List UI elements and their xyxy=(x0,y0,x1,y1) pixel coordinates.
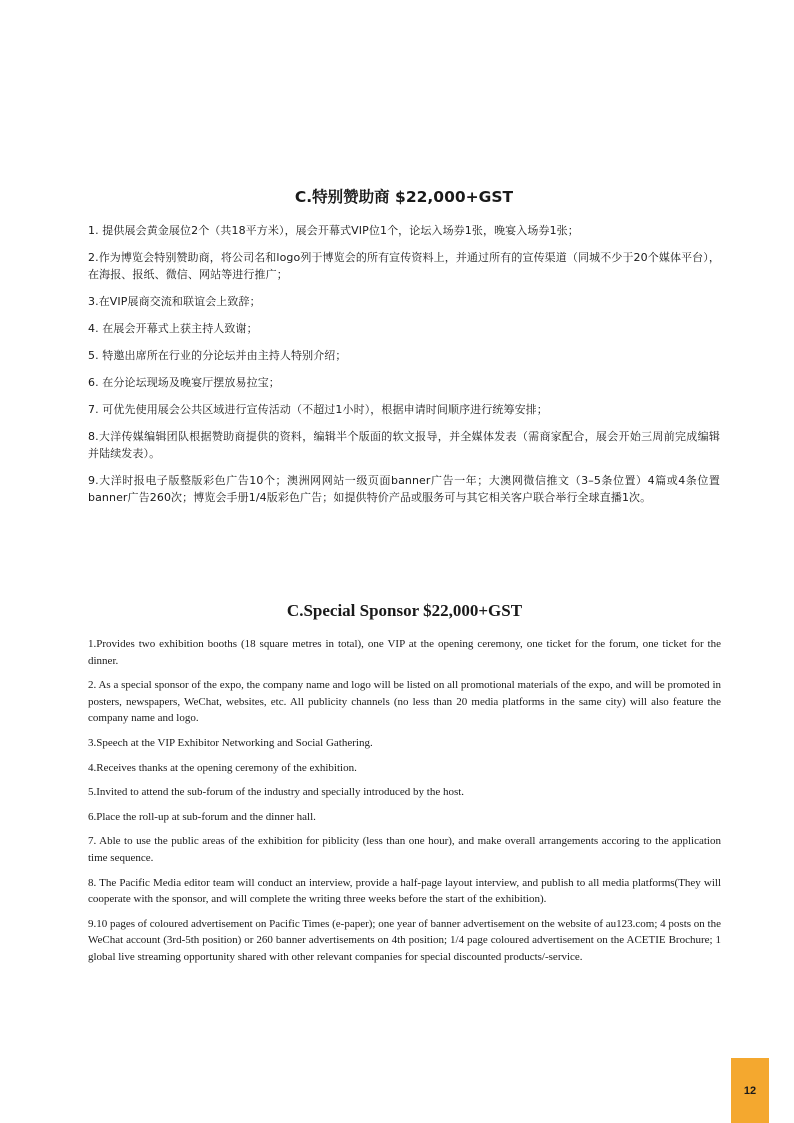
sponsor-section-english xyxy=(88,600,721,974)
benefit-item: 1.Provides two exhibition booths (18 square metres in total), one VIP at the opening ceremony, one ticket for the forum, one ticket for the dinner. xyxy=(88,638,721,667)
benefit-item: 1. 提供展会黄金展位2个（共18平方米），展会开幕式VIP位1个，论坛入场券1张，晚宴入场券1张； xyxy=(88,224,579,237)
benefit-item: 4. 在展会开幕式上获主持人致谢； xyxy=(88,322,258,335)
benefit-item: 6.Place the roll-up at sub-forum and the dinner hall. xyxy=(88,810,316,823)
benefit-item: 5.Invited to attend the sub-forum of the industry and specially introduced by the host. xyxy=(88,786,465,799)
benefit-item: 7. Able to use the public areas of the exhibition for piblicity (less than one hour), and make overall arrangements accoring to the application time sequence. xyxy=(88,835,721,864)
benefit-item: 3.Speech at the VIP Exhibitor Networking and Social Gathering. xyxy=(88,736,373,749)
page-number: 12 xyxy=(743,1084,757,1097)
sponsor-section-chinese xyxy=(88,186,720,516)
benefit-item: 3.在VIP展商交流和联谊会上致辞； xyxy=(88,295,261,308)
section-title-chinese: C.特别赞助商 $22,000+GST xyxy=(294,188,514,206)
benefit-item: 8.大洋传媒编辑团队根据赞助商提供的资料，编辑半个版面的软文报导，并全媒体发表（需商家配合，展会开始三周前完成编辑并陆续发表）。 xyxy=(88,430,720,460)
benefit-item: 8. The Pacific Media editor team will conduct an interview, provide a half-page layout interview, and publish to all media platforms(They will cooperate with the sponsor, and will complete the writing three weeks before the start of the exhibition). xyxy=(88,876,721,906)
benefit-item: 5. 特邀出席所在行业的分论坛并由主持人特别介绍； xyxy=(88,349,347,362)
benefit-item: 2.作为博览会特别赞助商，将公司名和logo列于博览会的所有宣传资料上，并通过所有的宣传渠道（同城不少于20个媒体平台），在海报、报纸、微信、网站等进行推广； xyxy=(88,251,720,281)
section-title-english: C.Special Sponsor $22,000+GST xyxy=(286,601,523,620)
benefit-item: 7. 可优先使用展会公共区域进行宣传活动（不超过1小时），根据申请时间顺序进行统筹安排； xyxy=(88,403,548,416)
benefit-item: 9.10 pages of coloured advertisement on Pacific Times (e-paper); one year of banner advertisement on the website of au123.com; 4 posts on the WeChat account (3rd-5th position) or 260 banner advertisements on 4th position; 1/4 page coloured advertisement on the ACETIE Brochure; 1 global live streaming opportunity shared with other relevant companies for special discounted products/-service. xyxy=(88,917,721,963)
benefit-item: 6. 在分论坛现场及晚宴厅摆放易拉宝； xyxy=(88,376,280,389)
benefit-item: 4.Receives thanks at the opening ceremony of the exhibition. xyxy=(88,761,357,774)
page-number-tab xyxy=(731,1058,769,1123)
benefit-item: 2. As a special sponsor of the expo, the company name and logo will be listed on all promotional materials of the expo, and will be promoted in posters, newspapers, WeChat, websites, etc. All publicity channels (no less than 20 media platforms in the same city) will also feature the company name and logo. xyxy=(88,679,721,725)
benefit-item: 9.大洋时报电子版整版彩色广告10个；澳洲网网站一级页面banner广告一年；大澳网微信推文（3–5条位置）4篇或4条位置banner广告260次；博览会手册1/4版彩色广告；如提供特价产品或服务可与其它相关客户联合举行全球直播1次。 xyxy=(88,474,720,504)
